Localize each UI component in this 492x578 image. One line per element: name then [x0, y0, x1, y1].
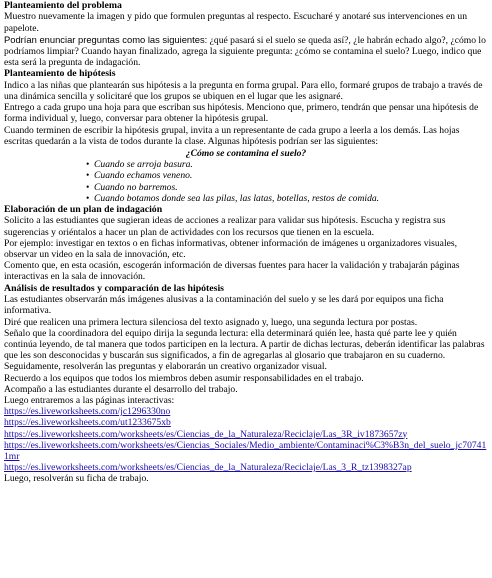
paragraph: Muestro nuevamente la imagen y pido que formulen preguntas al respecto. Escucharé y anotaré sus intervenciones en un papelote. — [4, 11, 468, 34]
section-hipotesis — [4, 68, 488, 204]
paragraph: Indico a las niñas que plantearán sus hipótesis a la pregunta en forma grupal. Para ello, formaré grupos de trabajo a través de una dinámica sencilla y solicitaré que los grupos se ubiquen en el lugar que les asignaré. — [4, 79, 483, 103]
paragraph: Las estudiantes observarán más imágenes alusivas a la contaminación del suelo y se les dará por equipos una ficha informativa. — [4, 294, 444, 317]
list-item: • Cuando echamos veneno. — [86, 170, 488, 181]
section-analisis — [4, 283, 488, 485]
list-item: • Cuando no barremos. — [86, 182, 488, 193]
paragraph: Luego, resolverán su ficha de trabajo. — [4, 473, 149, 485]
heading-plan: Elaboración de un plan de indagación — [4, 204, 163, 216]
section-planteamiento — [4, 0, 488, 68]
worksheet-link[interactable]: https://es.liveworksheets.com/worksheets/es/Ciencias_de_la_Naturaleza/Reciclaje/Las_3_R_tz1398327ap — [4, 462, 412, 474]
paragraph: Luego entraremos a las páginas interactivas: — [4, 394, 175, 406]
worksheet-link[interactable]: https://es.liveworksheets.com/ut1233675xb — [4, 417, 171, 429]
paragraph: Recuerdo a los equipos que todos los miembros deben asumir responsabilidades en el trabajo. — [4, 372, 364, 384]
hypothesis-question: ¿Cómo se contamina el suelo? — [185, 148, 307, 160]
paragraph: Solicito a las estudiantes que sugieran ideas de acciones a realizar para validar sus hipótesis. Escucha y registra sus sugerencias y oriéntalos a hacer un plan de actividades con los recursos que tienen en la escuela. — [4, 215, 446, 238]
hypothesis-list — [4, 159, 488, 204]
heading-hipotesis: Planteamiento de hipótesis — [4, 68, 116, 80]
paragraph: Señalo que la coordinadora del equipo dirija la segunda lectura: ella determinará quién lee, hasta qué parte lee y quién continúa leyendo, de tal manera que todos participen en la lectura. A partir de dichas lecturas, deberán identificar las palabras que les son desconocidas y buscarán sus significados, a fin de agregarlas al glosario que trabajaron en su cuaderno. Seguidamente, resolverán las preguntas y elaborarán un creativo organizador visual. — [4, 327, 485, 373]
list-item: • Cuando se arroja basura. — [86, 159, 488, 170]
heading-analisis: Análisis de resultados y comparación de las hipótesis — [4, 282, 224, 294]
worksheet-link[interactable]: https://es.liveworksheets.com/worksheets/es/Ciencias_de_la_Naturaleza/Reciclaje/Las_3R_iv1873657zy — [4, 428, 408, 440]
paragraph: Comento que, en esta ocasión, escogerán información de diversas fuentes para hacer la validación y trabajarán páginas interactivas en la sala de innovación. — [4, 260, 460, 283]
worksheet-link[interactable]: https://es.liveworksheets.com/jc1296330no — [4, 406, 171, 418]
paragraph: Entrego a cada grupo una hoja para que escriban sus hipótesis. Menciono que, primero, tendrán que pensar una hipótesis de forma individual y, luego, conversar para obtener la hipótesis grupal. — [4, 102, 479, 125]
paragraph-sans-part: Podrían enunciar preguntas como las siguientes: — [4, 33, 208, 45]
list-item: • Cuando botamos donde sea las pilas, las latas, botellas, restos de comida. — [86, 193, 488, 204]
paragraph: Diré que realicen una primera lectura silenciosa del texto asignado y, luego, una segunda lectura por postas. — [4, 316, 418, 328]
worksheet-link[interactable]: https://es.liveworksheets.com/worksheets/es/Ciencias_Sociales/Medio_ambiente/Contaminaci%C3%B3n_del_suelo_jc707411mr — [4, 439, 487, 462]
paragraph — [4, 34, 488, 69]
paragraph: Cuando terminen de escribir la hipótesis grupal, invita a un representante de cada grupo a leerla a los demás. Las hojas escritas quedarán a la vista de todos durante la clase. Algunas hipótesis podrían ser las siguientes: — [4, 124, 460, 147]
paragraph: Acompaño a las estudiantes durante el desarrollo del trabajo. — [4, 383, 238, 395]
section-plan — [4, 204, 488, 283]
heading-planteamiento: Planteamiento del problema — [4, 0, 122, 11]
paragraph-rest: ¿qué pasará si el suelo se queda así?, ¿le habrán echado algo?, ¿cómo lo podríamos limpiar? Cuando hayan finalizado, agrega la siguiente pregunta: ¿cómo se contamina el suelo? Luego, indico que esta será la pregunta de indagación. — [4, 34, 486, 69]
paragraph: Por ejemplo: investigar en textos o en fichas informativas, obtener información de imágenes u organizadores visuales, observar un video en la sala de innovación, etc. — [4, 237, 457, 261]
